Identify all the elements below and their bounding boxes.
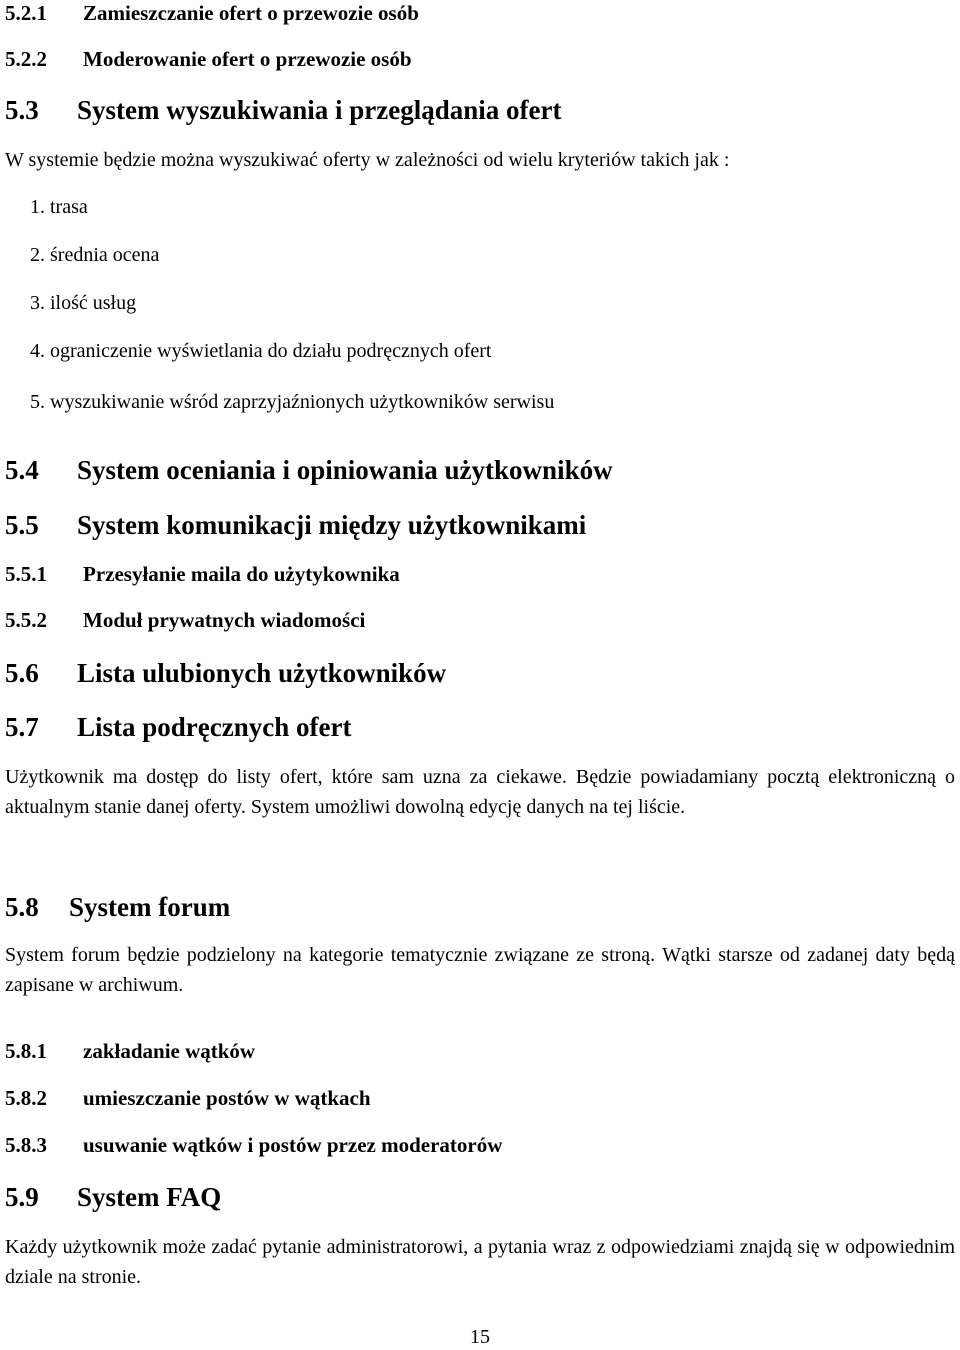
section-title: Moderowanie ofert o przewozie osób <box>83 47 412 71</box>
section-number: 5.8.3 <box>5 1133 47 1157</box>
section-title: System forum <box>69 892 231 922</box>
section-title: Zamieszczanie ofert o przewozie osób <box>83 1 419 25</box>
list-item: 5. wyszukiwanie wśród zaprzyjaźnionych użytkowników serwisu <box>30 391 555 413</box>
list-item: 1. trasa <box>30 196 88 218</box>
section-number: 5.4 <box>5 455 39 485</box>
heading-5-8-2 <box>5 1085 371 1111</box>
page-number: 15 <box>470 1326 490 1348</box>
section-title: zakładanie wątków <box>83 1039 256 1063</box>
list-item: 4. ograniczenie wyświetlania do działu podręcznych ofert <box>30 340 492 362</box>
heading-5-4 <box>5 453 613 487</box>
section-title: System komunikacji między użytkownikami <box>77 510 587 540</box>
paragraph-forum: System forum będzie podzielony na kategorie tematycznie związane ze stroną. Wątki starsze od zadanej daty będą zapisane w archiwum. <box>5 944 955 996</box>
heading-5-8-1 <box>5 1038 255 1064</box>
section-number: 5.9 <box>5 1182 39 1212</box>
heading-5-5-2 <box>5 607 365 633</box>
heading-5-6 <box>5 656 446 690</box>
section-title: System oceniania i opiniowania użytkowników <box>77 455 613 485</box>
section-title: umieszczanie postów w wątkach <box>83 1086 371 1110</box>
heading-5-2-2 <box>5 46 412 72</box>
section-number: 5.5 <box>5 510 39 540</box>
section-number: 5.8.2 <box>5 1086 47 1110</box>
section-number: 5.3 <box>5 95 39 125</box>
paragraph-search-intro: W systemie będzie można wyszukiwać oferty w zależności od wielu kryteriów takich jak : <box>5 149 730 171</box>
section-title: System wyszukiwania i przeglądania ofert <box>77 95 562 125</box>
section-title: Lista ulubionych użytkowników <box>77 658 447 688</box>
section-number: 5.8.1 <box>5 1039 47 1063</box>
heading-5-7 <box>5 710 351 744</box>
paragraph-faq: Każdy użytkownik może zadać pytanie administratorowi, a pytania wraz z odpowiedziami znajdą się w odpowiednim dziale na stronie. <box>5 1236 955 1288</box>
section-number: 5.5.1 <box>5 562 47 586</box>
section-number: 5.2.2 <box>5 47 47 71</box>
section-number: 5.5.2 <box>5 608 47 632</box>
section-title: System FAQ <box>77 1182 222 1212</box>
heading-5-2-1 <box>5 0 419 26</box>
list-item: 2. średnia ocena <box>30 244 160 266</box>
heading-5-5-1 <box>5 561 400 587</box>
section-title: usuwanie wątków i postów przez moderatorów <box>83 1133 503 1157</box>
heading-5-9 <box>5 1180 221 1214</box>
paragraph-handy-offers: Użytkownik ma dostęp do listy ofert, które sam uzna za ciekawe. Będzie powiadamiany pocztą elektroniczną o aktualnym stanie danej oferty. System umożliwi dowolną edycję danych na tej liście. <box>5 766 955 818</box>
section-number: 5.7 <box>5 712 39 742</box>
section-number: 5.6 <box>5 658 39 688</box>
heading-5-3 <box>5 93 561 127</box>
section-number: 5.2.1 <box>5 1 47 25</box>
section-number: 5.8 <box>5 892 39 922</box>
section-title: Lista podręcznych ofert <box>77 712 352 742</box>
section-title: Przesyłanie maila do użytykownika <box>83 562 400 586</box>
heading-5-5 <box>5 508 586 542</box>
list-item: 3. ilość usług <box>30 292 137 314</box>
heading-5-8-3 <box>5 1132 502 1158</box>
heading-5-8 <box>5 890 230 924</box>
section-title: Moduł prywatnych wiadomości <box>83 608 366 632</box>
